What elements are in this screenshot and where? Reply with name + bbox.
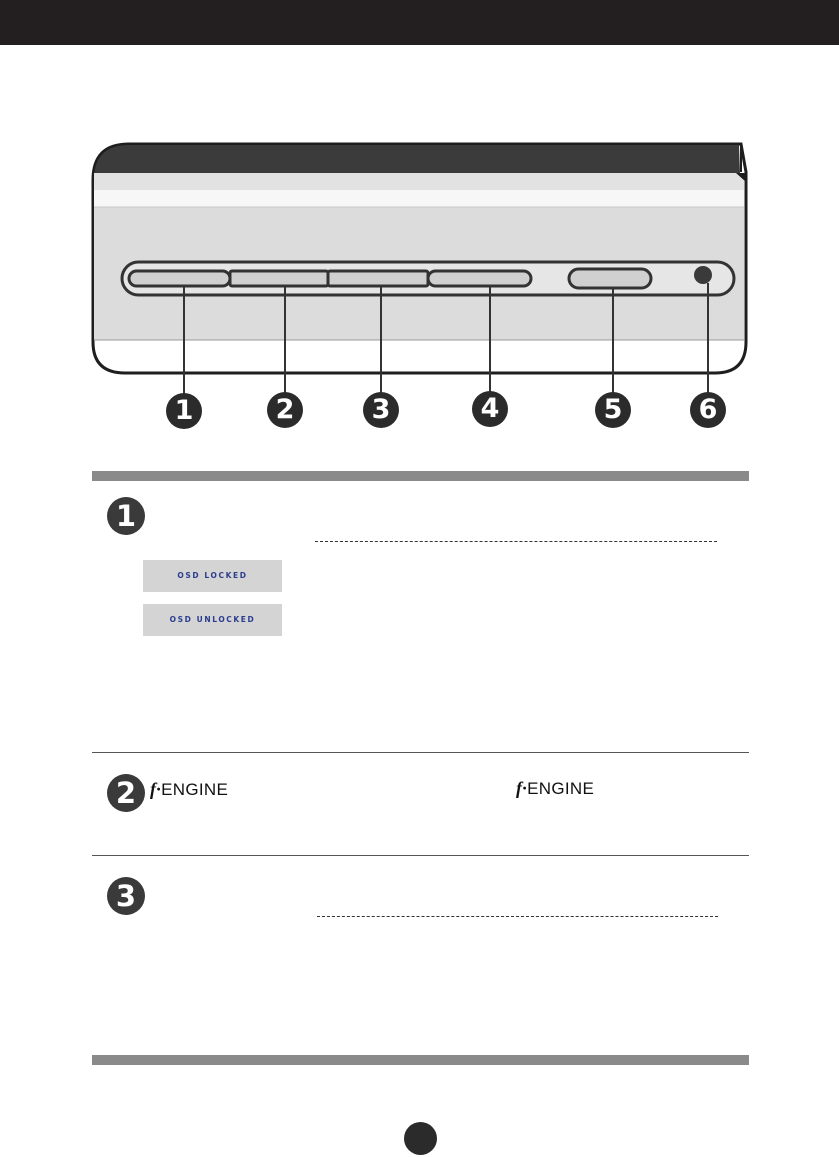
page-number-dot-icon — [404, 1122, 437, 1155]
f-engine-logo-text: ENGINE — [161, 780, 229, 799]
callout-4: 4 — [472, 391, 508, 427]
f-engine-logo-icon — [150, 779, 228, 800]
section-top-rule — [92, 471, 749, 481]
f-engine-logo-prefix: f· — [150, 779, 162, 799]
section-divider-2 — [92, 855, 749, 856]
section-1-number: 1 — [107, 497, 145, 535]
section-3-dashed-line — [317, 916, 718, 917]
section-bottom-rule — [92, 1055, 749, 1065]
callout-5: 5 — [595, 392, 631, 428]
osd-unlocked-box: OSD UNLOCKED — [143, 604, 282, 636]
f-engine-logo-prefix: f· — [516, 778, 528, 798]
section-2-number: 2 — [107, 774, 145, 812]
callout-3: 3 — [363, 392, 399, 428]
callout-1: 1 — [166, 393, 202, 429]
f-engine-logo-text: ENGINE — [527, 779, 595, 798]
section-1-dashed-line — [315, 541, 717, 542]
f-engine-logo-icon — [516, 778, 594, 799]
leader-lines — [0, 0, 839, 420]
section-3-number: 3 — [107, 877, 145, 915]
osd-locked-box: OSD LOCKED — [143, 560, 282, 592]
callout-6: 6 — [690, 392, 726, 428]
section-divider-1 — [92, 752, 749, 753]
callout-2: 2 — [267, 392, 303, 428]
